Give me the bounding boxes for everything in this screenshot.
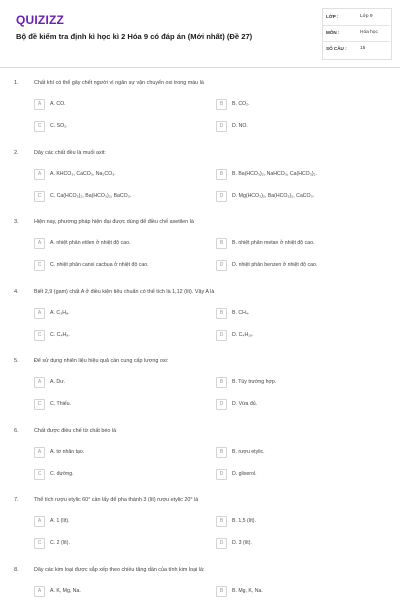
option-text: C. nhiệt phân canxi cacbua ở nhiệt độ cao. [50,262,149,268]
answer-option-d[interactable] [216,260,386,272]
answer-option-c[interactable] [34,121,204,133]
answer-option-b[interactable] [216,447,386,459]
meta-value: 15 [360,46,366,51]
option-letter-box: C [34,538,45,549]
option-letter-box: C [34,399,45,410]
answer-option-d[interactable] [216,469,386,481]
option-text: D. NO. [232,123,248,129]
answer-option-a[interactable] [34,238,204,250]
option-text: B. rượu etylic. [232,449,265,455]
option-letter-box: A [34,586,45,597]
answer-option-a[interactable] [34,377,204,389]
question-number: 5. [14,358,19,364]
option-text: C. Ca(HCO₃)₂, Ba(HCO₃)₂, BaCO₃. [50,193,132,199]
option-letter-box: B [216,238,227,249]
answer-option-c[interactable] [34,538,204,550]
meta-row-count [322,42,390,58]
meta-value: Hóa học [360,30,378,35]
answer-option-a[interactable] [34,169,204,181]
option-letter-box: C [34,330,45,341]
answer-option-c[interactable] [34,260,204,272]
option-text: C. C₄H₈. [50,332,70,338]
question-text: Biết 2,9 (gam) chất A ở điều kiện tiêu chuẩn có thể tích là 1,12 (lít). Vậy A là [34,289,215,295]
option-letter-box: A [34,238,45,249]
option-letter-box: C [34,191,45,202]
answer-option-a[interactable] [34,447,204,459]
meta-row-grade [322,10,390,26]
option-letter-box: A [34,99,45,110]
question-number: 4. [14,289,19,295]
option-text: D. glixerol. [232,471,257,477]
option-letter-box: D [216,121,227,132]
answer-option-c[interactable] [34,399,204,411]
answer-option-b[interactable] [216,308,386,320]
answer-option-b[interactable] [216,99,386,111]
meta-table [322,10,390,58]
option-letter-box: B [216,169,227,180]
option-text: C. đường. [50,471,74,477]
option-letter-box: B [216,377,227,388]
option-letter-box: B [216,308,227,319]
question-number: 7. [14,497,19,503]
answer-option-c[interactable] [34,330,204,342]
option-text: D. Mg(HCO₃)₂, Ba(HCO₃)₂, CaCO₃. [232,193,315,199]
answer-option-d[interactable] [216,399,386,411]
answer-option-b[interactable] [216,169,386,181]
option-letter-box: D [216,538,227,549]
question-text: Thể tích rượu etylic 60° cần lấy để pha thành 3 (lít) rượu etylic 20° là [34,497,199,503]
option-letter-box: C [34,121,45,132]
answer-option-d[interactable] [216,538,386,550]
option-text: A. K, Mg, Na. [50,588,81,594]
option-text: B. Ba(HCO₃)₂, NaHCO₃, Ca(HCO₃)₂. [232,171,318,177]
option-letter-box: D [216,191,227,202]
worksheet-header [0,0,400,68]
answer-option-c[interactable] [34,469,204,481]
meta-value: Lớp 9 [360,14,373,19]
answer-option-d[interactable] [216,121,386,133]
question-text: Chất khí có thể gây chết người vì ngăn sự vận chuyển oxi trong máu là [34,80,204,86]
option-text: B. CO₂. [232,101,250,107]
question-text: Dãy các chất đều là muối axit: [34,150,106,156]
option-text: A. tơ nhân tạo. [50,449,85,455]
option-text: C. Thiếu. [50,401,71,407]
worksheet-title: Bộ đề kiểm tra định kì học kì 2 Hóa 9 có đáp án (Mới nhất) (Đề 27) [16,32,253,41]
meta-row-subject [322,26,390,42]
option-text: B. CH₄. [232,310,250,316]
answer-option-a[interactable] [34,586,204,598]
option-letter-box: D [216,469,227,480]
option-letter-box: D [216,260,227,271]
option-letter-box: C [34,260,45,271]
question-text: Dãy các kim loại được sắp xếp theo chiều tăng dần của tính kim loại là: [34,567,205,573]
question-number: 6. [14,428,19,434]
option-text: B. 1,5 (lít). [232,518,256,524]
option-text: A. 1 (lít). [50,518,70,524]
meta-label: MÔN : [326,30,340,35]
question-number: 1. [14,80,19,86]
option-letter-box: D [216,330,227,341]
option-letter-box: A [34,516,45,527]
option-letter-box: B [216,99,227,110]
option-text: C. SO₂. [50,123,68,129]
option-text: B. Tùy trường hợp. [232,379,277,385]
option-letter-box: C [34,469,45,480]
option-text: B. nhiệt phân metan ở nhiệt độ cao. [232,240,315,246]
option-text: A. nhiệt phân etilen ở nhiệt độ cao. [50,240,131,246]
answer-option-d[interactable] [216,191,386,203]
answer-option-b[interactable] [216,586,386,598]
answer-option-b[interactable] [216,238,386,250]
answer-option-a[interactable] [34,99,204,111]
option-letter-box: A [34,308,45,319]
answer-option-a[interactable] [34,308,204,320]
answer-option-b[interactable] [216,377,386,389]
option-text: A. CO. [50,101,66,107]
option-letter-box: A [34,169,45,180]
question-text: Để sử dụng nhiên liệu hiệu quả cần cung cấp lượng oxi: [34,358,169,364]
option-letter-box: B [216,516,227,527]
option-letter-box: B [216,586,227,597]
quizizz-logo: QUIZIZZ [16,13,65,27]
option-text: D. 3 (lít). [232,540,252,546]
question-number: 8. [14,567,19,573]
option-text: A. KHCO₃, CaCO₃, Na₂CO₃. [50,171,116,177]
question-text: Hiện nay, phương pháp hiện đại được dùng để điều chế axetilen là [34,219,194,225]
question-number: 2. [14,150,19,156]
option-text: A. Dư. [50,379,66,385]
question-text: Chất được điều chế từ chất béo là [34,428,117,434]
option-letter-box: A [34,377,45,388]
meta-label: LỚP : [326,14,339,19]
option-text: D. nhiệt phân benzen ở nhiệt độ cao. [232,262,318,268]
answer-option-a[interactable] [34,516,204,528]
answer-option-d[interactable] [216,330,386,342]
option-letter-box: B [216,447,227,458]
meta-label: SỐ CÂU : [326,46,347,51]
option-text: D. C₄H₁₀. [232,332,254,338]
option-text: D. Vừa đủ. [232,401,258,407]
option-text: A. C₃H₈. [50,310,70,316]
option-letter-box: D [216,399,227,410]
question-number: 3. [14,219,19,225]
option-letter-box: A [34,447,45,458]
option-text: C. 2 (lít). [50,540,70,546]
option-text: B. Mg, K, Na. [232,588,263,594]
answer-option-b[interactable] [216,516,386,528]
answer-option-c[interactable] [34,191,204,203]
